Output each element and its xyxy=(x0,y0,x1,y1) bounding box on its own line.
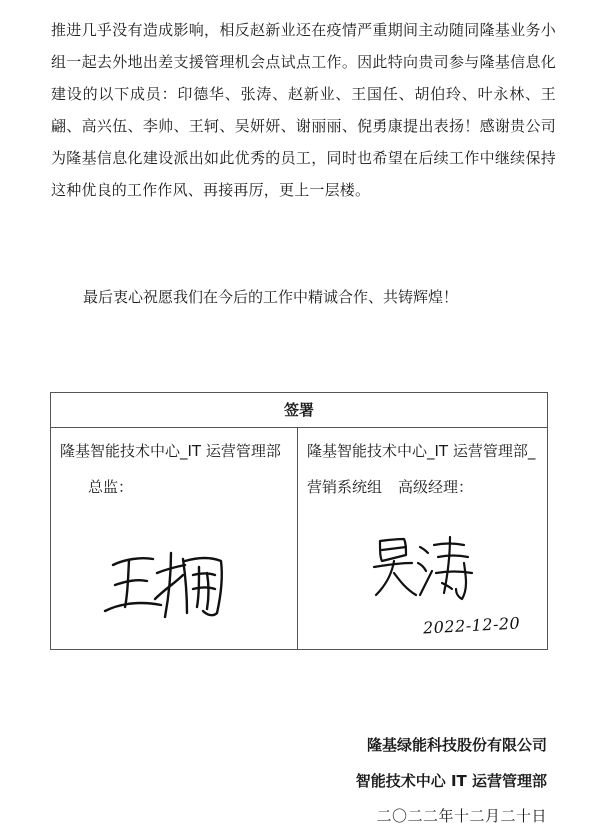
right-signer-role: 高级经理： xyxy=(398,478,474,496)
right-signature-date: 2022-12-20 xyxy=(422,613,521,638)
letter-body-paragraph: 推进几乎没有造成影响，相反赵新业还在疫情严重期间主动随同隆基业务小组一起去外地出差支援管理机会点试点工作。因此特向贵司参与隆基信息化建设的以下成员：印德华、张涛、赵新业、王国任、胡伯玲、叶永林、王翩、高兴伍、李帅、王轲、吴妍妍、谢丽丽、倪勇康提出表扬！感谢贵公司为隆基信息化建设派出如此优秀的员工，同时也希望在后续工作中继续保持这种优良的工作作风、再接再厉，更上一层楼。 xyxy=(51,21,556,199)
right-handwritten-signature xyxy=(372,533,482,605)
footer-department: 智能技术中心 IT 运营管理部 xyxy=(355,772,547,790)
signature-table-header: 签署 xyxy=(51,393,547,428)
left-handwritten-signature xyxy=(95,543,245,623)
letter-closing: 最后衷心祝愿我们在今后的工作中精诚合作、共铸辉煌！ xyxy=(83,288,459,306)
signature-cell-left xyxy=(51,427,297,649)
left-signer-role: 总监： xyxy=(88,478,134,496)
signature-cell-right xyxy=(298,427,547,649)
right-signer-title xyxy=(307,433,543,505)
left-signer-org: 隆基智能技术中心_IT 运营管理部 xyxy=(60,442,281,460)
footer-company-name: 隆基绿能科技股份有限公司 xyxy=(366,736,547,754)
signature-table xyxy=(50,392,548,650)
footer-date: 二〇二二年十二月二十日 xyxy=(376,807,547,825)
left-signer-title xyxy=(60,433,288,505)
right-signer-org: 隆基智能技术中心_IT 运营管理部_营销系统组 xyxy=(307,442,536,496)
